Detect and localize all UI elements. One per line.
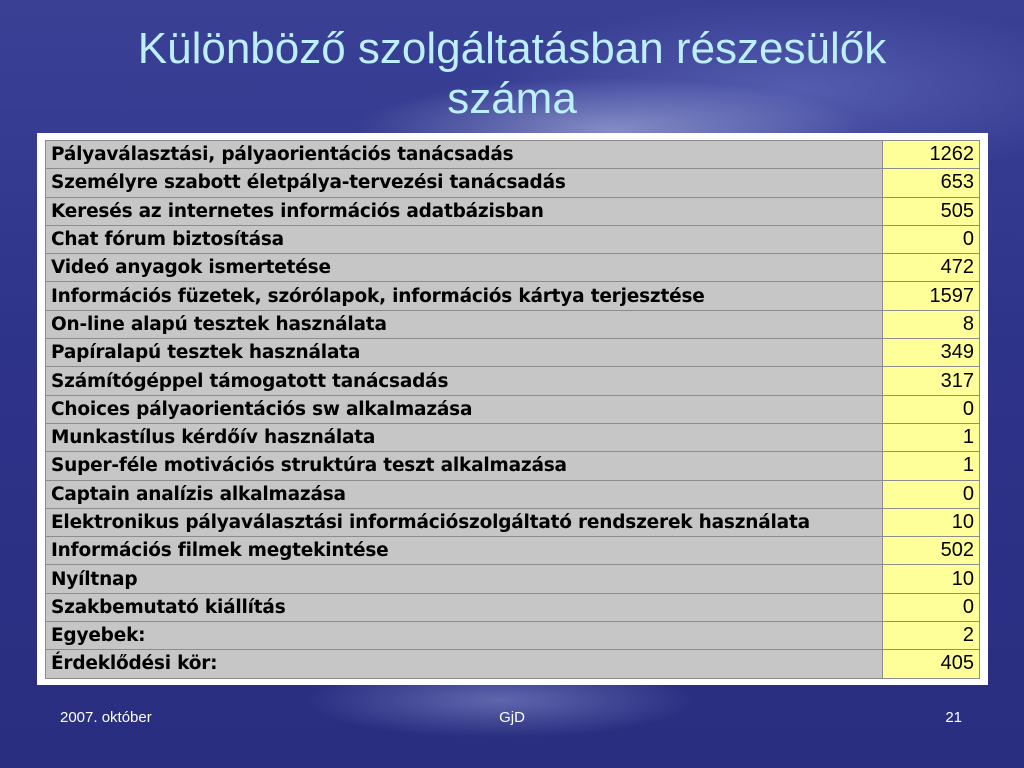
service-name-cell: On-line alapú tesztek használata — [46, 310, 883, 338]
table-row — [46, 565, 980, 593]
table-row — [46, 423, 980, 451]
table-row — [46, 282, 980, 310]
table-row — [46, 395, 980, 423]
services-table-container — [37, 133, 988, 685]
participant-count-cell: 8 — [883, 310, 980, 338]
participant-count-cell: 1597 — [883, 282, 980, 310]
service-name-cell: Pályaválasztási, pályaorientációs tanácsadás — [46, 141, 883, 169]
service-name-cell: Egyebek: — [46, 622, 883, 650]
service-name-cell: Super-féle motivációs struktúra teszt alkalmazása — [46, 452, 883, 480]
title-line-1: Különböző szolgáltatásban részesülők — [137, 24, 887, 73]
table-row — [46, 169, 980, 197]
service-name-cell: Személyre szabott életpálya-tervezési tanácsadás — [46, 169, 883, 197]
participant-count-cell: 1 — [883, 423, 980, 451]
service-name-cell: Számítógéppel támogatott tanácsadás — [46, 367, 883, 395]
table-row — [46, 141, 980, 169]
service-name-cell: Papíralapú tesztek használata — [46, 339, 883, 367]
slide-title — [40, 24, 984, 124]
participant-count-cell: 1262 — [883, 141, 980, 169]
participant-count-cell: 502 — [883, 537, 980, 565]
table-row — [46, 225, 980, 253]
service-name-cell: Choices pályaorientációs sw alkalmazása — [46, 395, 883, 423]
participant-count-cell: 10 — [883, 508, 980, 536]
services-table-body — [46, 141, 980, 679]
participant-count-cell: 653 — [883, 169, 980, 197]
service-name-cell: Captain analízis alkalmazása — [46, 480, 883, 508]
participant-count-cell: 349 — [883, 339, 980, 367]
footer-author: GjD — [499, 709, 525, 726]
participant-count-cell: 0 — [883, 225, 980, 253]
service-name-cell: Érdeklődési kör: — [46, 650, 883, 678]
service-name-cell: Munkastílus kérdőív használata — [46, 423, 883, 451]
participant-count-cell: 2 — [883, 622, 980, 650]
service-name-cell: Szakbemutató kiállítás — [46, 593, 883, 621]
participant-count-cell: 10 — [883, 565, 980, 593]
table-row — [46, 254, 980, 282]
table-row — [46, 593, 980, 621]
table-row — [46, 480, 980, 508]
title-line-2: száma — [447, 74, 577, 123]
table-row — [46, 508, 980, 536]
service-name-cell: Elektronikus pályaválasztási információszolgáltató rendszerek használata — [46, 508, 883, 536]
service-name-cell: Videó anyagok ismertetése — [46, 254, 883, 282]
participant-count-cell: 0 — [883, 395, 980, 423]
table-row — [46, 310, 980, 338]
table-row — [46, 197, 980, 225]
table-row — [46, 367, 980, 395]
participant-count-cell: 317 — [883, 367, 980, 395]
participant-count-cell: 1 — [883, 452, 980, 480]
table-row — [46, 537, 980, 565]
services-table — [45, 140, 980, 679]
footer-date: 2007. október — [60, 709, 152, 726]
participant-count-cell: 0 — [883, 480, 980, 508]
participant-count-cell: 0 — [883, 593, 980, 621]
service-name-cell: Keresés az internetes információs adatbázisban — [46, 197, 883, 225]
table-row — [46, 452, 980, 480]
participant-count-cell: 472 — [883, 254, 980, 282]
service-name-cell: Információs filmek megtekintése — [46, 537, 883, 565]
service-name-cell: Chat fórum biztosítása — [46, 225, 883, 253]
service-name-cell: Információs füzetek, szórólapok, információs kártya terjesztése — [46, 282, 883, 310]
service-name-cell: Nyíltnap — [46, 565, 883, 593]
table-row — [46, 650, 980, 678]
participant-count-cell: 505 — [883, 197, 980, 225]
footer-page-number: 21 — [945, 709, 962, 726]
participant-count-cell: 405 — [883, 650, 980, 678]
table-row — [46, 622, 980, 650]
table-row — [46, 339, 980, 367]
